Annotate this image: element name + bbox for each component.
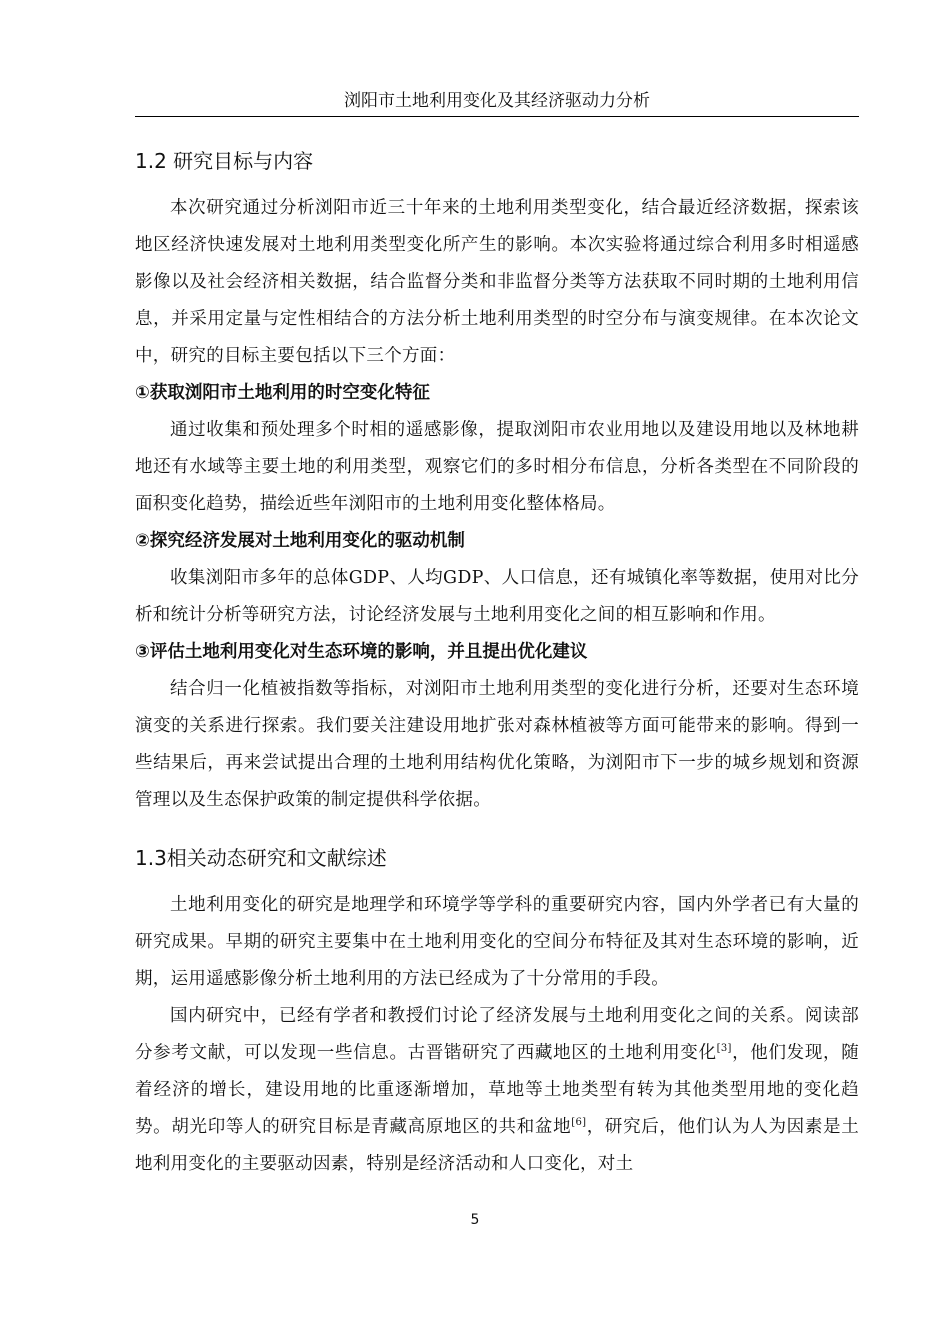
header-title: 浏阳市土地利用变化及其经济驱动力分析 <box>344 91 650 111</box>
page-footer <box>0 1212 950 1228</box>
paragraph-2-part-1: 国内研究中，已经有学者和教授们讨论了经济发展与土地利用变化之间的关系。阅读部分参考文献，可以发现一些信息。古晋锴研究了西藏地区的土地利用变化 <box>135 1006 859 1063</box>
citation-ref-6[interactable]: [6] <box>571 1117 587 1129</box>
citation-ref-3[interactable]: [3] <box>716 1043 732 1055</box>
objective-2-text: 收集浏阳市多年的总体GDP、人均GDP、人口信息，还有城镇化率等数据，使用对比分析和统计分析等研究方法，讨论经济发展与土地利用变化之间的相互影响和作用。 <box>135 568 859 625</box>
section-1-3-paragraph-2 <box>135 998 859 1183</box>
section-title-1-2: 1.2 研究目标与内容 <box>135 149 314 173</box>
objective-3-text: 结合归一化植被指数等指标，对浏阳市土地利用类型的变化进行分析，还要对生态环境演变的关系进行探索。我们要关注建设用地扩张对森林植被等方面可能带来的影响。得到一些结果后，再来尝试提出合理的土地利用结构优化策略，为浏阳市下一步的城乡规划和资源管理以及生态保护政策的制定提供科学依据。 <box>135 679 859 810</box>
running-header <box>135 90 859 117</box>
objective-1-heading: ①获取浏阳市土地利用的时空变化特征 <box>135 383 430 403</box>
objective-3-heading: ③评估土地利用变化对生态环境的影响，并且提出优化建议 <box>135 642 588 662</box>
objective-1-text: 通过收集和预处理多个时相的遥感影像，提取浏阳市农业用地以及建设用地以及林地耕地还有水域等主要土地的利用类型，观察它们的多时相分布信息，分析各类型在不同阶段的面积变化趋势，描绘近些年浏阳市的土地利用变化整体格局。 <box>135 420 859 514</box>
paragraph-2-part-2: ，他们发现，随着经济的增长，建设用地的比重逐渐增加，草地等土地类型有转为其他类型用地的变化趋势。胡光印等人的研究目标是青藏高原地区的共和盆地 <box>135 1043 859 1137</box>
section-title-1-3: 1.3相关动态研究和文献综述 <box>135 846 387 870</box>
section-1-2-intro: 本次研究通过分析浏阳市近三十年来的土地利用类型变化，结合最近经济数据，探索该地区经济快速发展对土地利用类型变化所产生的影响。本次实验将通过综合利用多时相遥感影像以及社会经济相关数据，结合监督分类和非监督分类等方法获取不同时期的土地利用信息，并采用定量与定性相结合的方法分析土地利用类型的时空分布与演变规律。在本次论文中，研究的目标主要包括以下三个方面： <box>135 198 859 366</box>
page-number: 5 <box>470 1212 480 1228</box>
objective-2-heading: ②探究经济发展对土地利用变化的驱动机制 <box>135 531 465 551</box>
paragraph-2-part-3: ，研究后，他们认为人为因素是土地利用变化的主要驱动因素，特别是经济活动和人口变化，对土 <box>135 1117 860 1174</box>
section-1-3-paragraph-1: 土地利用变化的研究是地理学和环境学等学科的重要研究内容，国内外学者已有大量的研究成果。早期的研究主要集中在土地利用变化的空间分布特征及其对生态环境的影响，近期，运用遥感影像分析土地利用的方法已经成为了十分常用的手段。 <box>135 895 859 989</box>
page-content <box>135 146 859 1183</box>
